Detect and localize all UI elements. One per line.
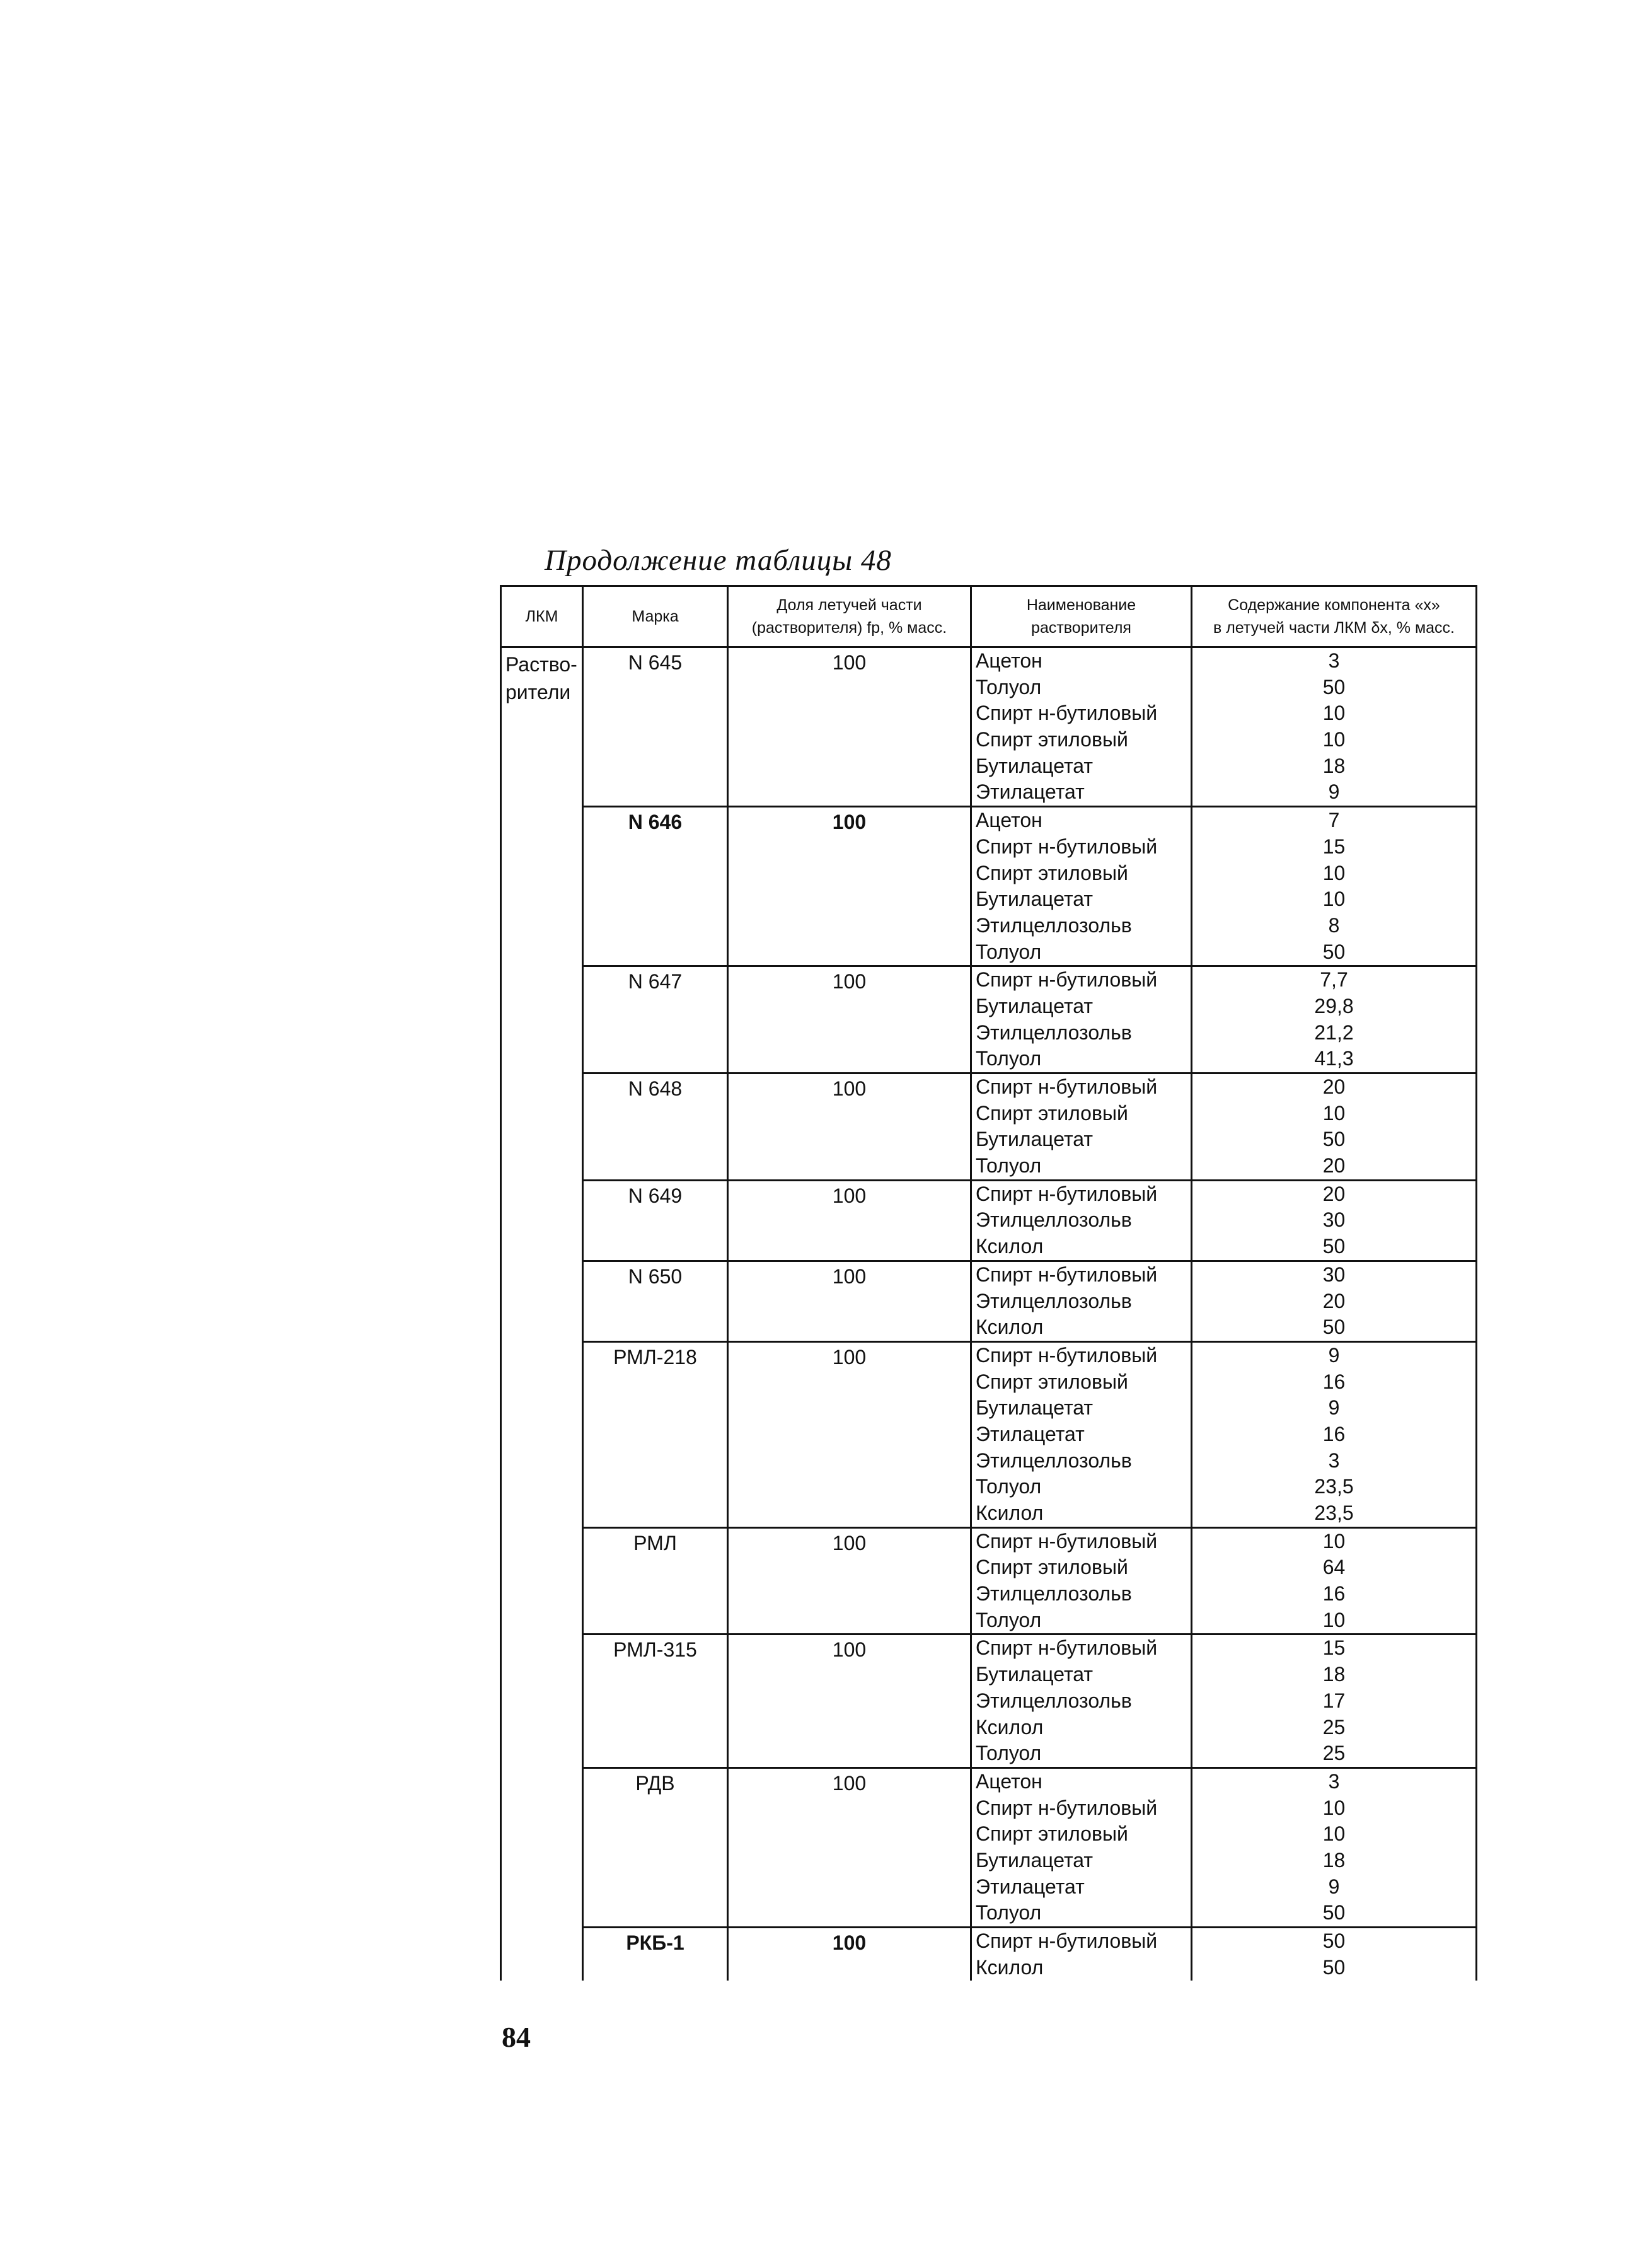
- table-row: [501, 1768, 1477, 1927]
- component-value: 50: [1322, 1930, 1346, 1952]
- component-value: 50: [1322, 1128, 1346, 1151]
- header-volatile-share-line-2: (растворителя) fр, % масс.: [751, 619, 947, 637]
- grade-cell: РМЛ: [583, 1527, 728, 1634]
- volatile-share-cell: 100: [728, 1634, 971, 1768]
- solvent-names-cell: [971, 807, 1192, 966]
- solvent-name: Ацетон: [976, 809, 1042, 832]
- component-value: 41,3: [1314, 1047, 1354, 1070]
- component-value: 18: [1322, 1848, 1346, 1872]
- component-value: 7,7: [1320, 968, 1348, 992]
- component-values-cell: [1192, 1768, 1477, 1927]
- component-value: 10: [1322, 1796, 1346, 1819]
- component-value: 10: [1322, 728, 1346, 751]
- component-value: 9: [1328, 1875, 1340, 1898]
- solvent-name: Толуол: [976, 1742, 1042, 1765]
- grade-cell: N 646: [583, 807, 728, 966]
- solvent-name: Этилцеллозольв: [976, 913, 1132, 937]
- solvent-names-cell: [971, 1180, 1192, 1261]
- header-component-line-2: в летучей части ЛКМ δх, % масс.: [1213, 619, 1455, 637]
- component-value: 9: [1328, 1343, 1340, 1367]
- solvent-name: Спирт этиловый: [976, 1101, 1128, 1125]
- component-value: 20: [1322, 1075, 1346, 1098]
- component-values-cell: [1192, 807, 1477, 966]
- solvent-name: Бутилацетат: [976, 1663, 1094, 1686]
- component-value: 50: [1322, 1316, 1346, 1339]
- solvent-names-cell: [971, 1768, 1192, 1927]
- solvents-table-area: [500, 585, 1475, 1996]
- component-value: 23,5: [1314, 1501, 1354, 1524]
- solvent-name: Спирт н-бутиловый: [976, 1263, 1158, 1286]
- solvent-name: Толуол: [976, 1901, 1042, 1924]
- component-value: 15: [1322, 1636, 1346, 1660]
- table-row: [501, 1073, 1477, 1181]
- component-value: 20: [1322, 1154, 1346, 1177]
- solvent-name: Этилцеллозольв: [976, 1021, 1132, 1044]
- solvent-names-cell: [971, 1928, 1192, 1981]
- solvent-name: Толуол: [976, 675, 1042, 698]
- component-values-cell: [1192, 966, 1477, 1073]
- component-value: 16: [1322, 1582, 1346, 1606]
- component-value: 10: [1322, 702, 1346, 725]
- volatile-share-cell: 100: [728, 807, 971, 966]
- solvent-name: Спирт н-бутиловый: [976, 1075, 1158, 1098]
- solvent-name: Этилцеллозольв: [976, 1289, 1132, 1312]
- solvent-name: Ацетон: [976, 1769, 1042, 1793]
- component-value: 50: [1322, 940, 1346, 963]
- solvent-name: Ксилол: [976, 1715, 1044, 1739]
- grade-cell: N 648: [583, 1073, 728, 1181]
- solvent-name: Толуол: [976, 1047, 1042, 1070]
- component-value: 10: [1322, 1822, 1346, 1846]
- solvent-name: Бутилацетат: [976, 754, 1094, 777]
- solvent-name: Этилацетат: [976, 1875, 1085, 1898]
- table-row: [501, 1341, 1477, 1527]
- header-grade: Марка: [583, 586, 728, 647]
- solvent-name: Спирт н-бутиловый: [976, 968, 1158, 992]
- solvent-name: Спирт н-бутиловый: [976, 1796, 1158, 1819]
- solvent-names-cell: [971, 1527, 1192, 1634]
- grade-cell: РМЛ-218: [583, 1341, 728, 1527]
- component-value: 50: [1322, 1901, 1346, 1924]
- component-value: 16: [1322, 1422, 1346, 1445]
- grade-cell: РДВ: [583, 1768, 728, 1927]
- component-value: 7: [1328, 809, 1340, 832]
- solvent-name: Спирт н-бутиловый: [976, 1930, 1158, 1952]
- component-value: 10: [1322, 1101, 1346, 1125]
- component-value: 3: [1328, 649, 1340, 672]
- component-values-cell: [1192, 1341, 1477, 1527]
- table-row: [501, 1180, 1477, 1261]
- component-value: 3: [1328, 1449, 1340, 1472]
- table-header-row: [501, 586, 1477, 647]
- component-value: 20: [1322, 1289, 1346, 1312]
- solvent-name: Ацетон: [976, 649, 1042, 672]
- solvent-name: Спирт этиловый: [976, 1556, 1128, 1579]
- solvent-name: Спирт н-бутиловый: [976, 1182, 1158, 1205]
- solvent-name: Этилцеллозольв: [976, 1449, 1132, 1472]
- solvent-names-cell: [971, 1261, 1192, 1341]
- volatile-share-cell: 100: [728, 1928, 971, 1981]
- table-row: [501, 807, 1477, 966]
- table-row: [501, 647, 1477, 807]
- volatile-share-cell: 100: [728, 1180, 971, 1261]
- component-value: 30: [1322, 1263, 1346, 1286]
- lkm-category-line-2: рители: [505, 681, 571, 703]
- header-lkm: ЛКМ: [501, 586, 583, 647]
- component-value: 3: [1328, 1769, 1340, 1793]
- component-value: 10: [1322, 861, 1346, 884]
- solvent-name: Ксилол: [976, 1501, 1044, 1524]
- header-solvent-name-line-2: растворителя: [1031, 619, 1131, 637]
- solvent-name: Бутилацетат: [976, 888, 1094, 911]
- component-value: 50: [1322, 1955, 1346, 1979]
- solvent-name: Спирт этиловый: [976, 861, 1128, 884]
- solvent-name: Толуол: [976, 1608, 1042, 1631]
- solvent-name: Спирт этиловый: [976, 1370, 1128, 1393]
- component-value: 10: [1322, 1529, 1346, 1553]
- component-value: 50: [1322, 1235, 1346, 1258]
- solvents-table: [500, 585, 1477, 1981]
- solvent-name: Толуол: [976, 940, 1042, 963]
- component-values-cell: [1192, 1928, 1477, 1981]
- component-value: 10: [1322, 1608, 1346, 1631]
- table-body: [501, 647, 1477, 1981]
- volatile-share-cell: 100: [728, 1261, 971, 1341]
- solvent-name: Толуол: [976, 1475, 1042, 1498]
- table-row: [501, 1634, 1477, 1768]
- header-volatile-share: [728, 586, 971, 647]
- component-value: 23,5: [1314, 1475, 1354, 1498]
- solvent-name: Спирт этиловый: [976, 1822, 1128, 1846]
- table-row: [501, 1928, 1477, 1981]
- component-value: 20: [1322, 1182, 1346, 1205]
- header-solvent-name: [971, 586, 1192, 647]
- solvent-name: Этилацетат: [976, 780, 1085, 804]
- component-value: 29,8: [1314, 994, 1354, 1017]
- solvent-names-cell: [971, 1341, 1192, 1527]
- header-solvent-name-line-1: Наименование: [1026, 596, 1136, 614]
- solvent-name: Этилцеллозольв: [976, 1208, 1132, 1232]
- component-value: 15: [1322, 835, 1346, 858]
- solvent-name: Спирт н-бутиловый: [976, 1343, 1158, 1367]
- solvent-name: Толуол: [976, 1154, 1042, 1177]
- grade-cell: РКБ-1: [583, 1928, 728, 1981]
- component-value: 17: [1322, 1689, 1346, 1712]
- component-values-cell: [1192, 1634, 1477, 1768]
- component-value: 21,2: [1314, 1021, 1354, 1044]
- volatile-share-cell: 100: [728, 1527, 971, 1634]
- component-value: 25: [1322, 1742, 1346, 1765]
- lkm-category-line-1: Раство-: [505, 653, 577, 676]
- grade-cell: N 647: [583, 966, 728, 1073]
- component-value: 64: [1322, 1556, 1346, 1579]
- component-value: 10: [1322, 888, 1346, 911]
- solvent-name: Ксилол: [976, 1955, 1044, 1979]
- component-value: 30: [1322, 1208, 1346, 1232]
- component-value: 16: [1322, 1370, 1346, 1393]
- component-value: 25: [1322, 1715, 1346, 1739]
- grade-cell: РМЛ-315: [583, 1634, 728, 1768]
- volatile-share-cell: 100: [728, 1073, 971, 1181]
- volatile-share-cell: 100: [728, 647, 971, 807]
- solvent-name: Бутилацетат: [976, 1396, 1094, 1420]
- component-value: 9: [1328, 780, 1340, 804]
- volatile-share-cell: 100: [728, 1341, 971, 1527]
- component-value: 18: [1322, 754, 1346, 777]
- solvent-name: Бутилацетат: [976, 1128, 1094, 1151]
- component-value: 8: [1328, 913, 1340, 937]
- solvent-name: Спирт н-бутиловый: [976, 1636, 1158, 1660]
- header-component-line-1: Содержание компонента «х»: [1228, 596, 1440, 614]
- component-values-cell: [1192, 1527, 1477, 1634]
- solvent-names-cell: [971, 1073, 1192, 1181]
- grade-cell: N 649: [583, 1180, 728, 1261]
- component-value: 50: [1322, 675, 1346, 698]
- solvent-name: Этилцеллозольв: [976, 1689, 1132, 1712]
- grade-cell: N 650: [583, 1261, 728, 1341]
- page-number: 84: [502, 2021, 531, 2053]
- component-value: 18: [1322, 1663, 1346, 1686]
- table-row: [501, 1527, 1477, 1634]
- component-value: 9: [1328, 1396, 1340, 1420]
- solvent-name: Этилацетат: [976, 1422, 1085, 1445]
- solvent-name: Бутилацетат: [976, 994, 1094, 1017]
- solvent-names-cell: [971, 966, 1192, 1073]
- solvent-names-cell: [971, 1634, 1192, 1768]
- table-row: [501, 1261, 1477, 1341]
- solvent-name: Ксилол: [976, 1235, 1044, 1258]
- grade-cell: N 645: [583, 647, 728, 807]
- component-values-cell: [1192, 1261, 1477, 1341]
- volatile-share-cell: 100: [728, 966, 971, 1073]
- volatile-share-cell: 100: [728, 1768, 971, 1927]
- table-row: [501, 966, 1477, 1073]
- solvent-name: Спирт этиловый: [976, 728, 1128, 751]
- solvent-name: Этилцеллозольв: [976, 1582, 1132, 1606]
- lkm-category-cell: [501, 647, 583, 1981]
- component-values-cell: [1192, 1073, 1477, 1181]
- solvent-name: Ксилол: [976, 1316, 1044, 1339]
- solvent-name: Спирт н-бутиловый: [976, 702, 1158, 725]
- component-values-cell: [1192, 647, 1477, 807]
- solvent-name: Бутилацетат: [976, 1848, 1094, 1872]
- table-caption: Продолжение таблицы 48: [545, 544, 892, 577]
- solvent-name: Спирт н-бутиловый: [976, 835, 1158, 858]
- solvent-names-cell: [971, 647, 1192, 807]
- header-volatile-share-line-1: Доля летучей части: [776, 596, 922, 614]
- header-component-content: [1192, 586, 1477, 647]
- solvent-name: Спирт н-бутиловый: [976, 1529, 1158, 1553]
- component-values-cell: [1192, 1180, 1477, 1261]
